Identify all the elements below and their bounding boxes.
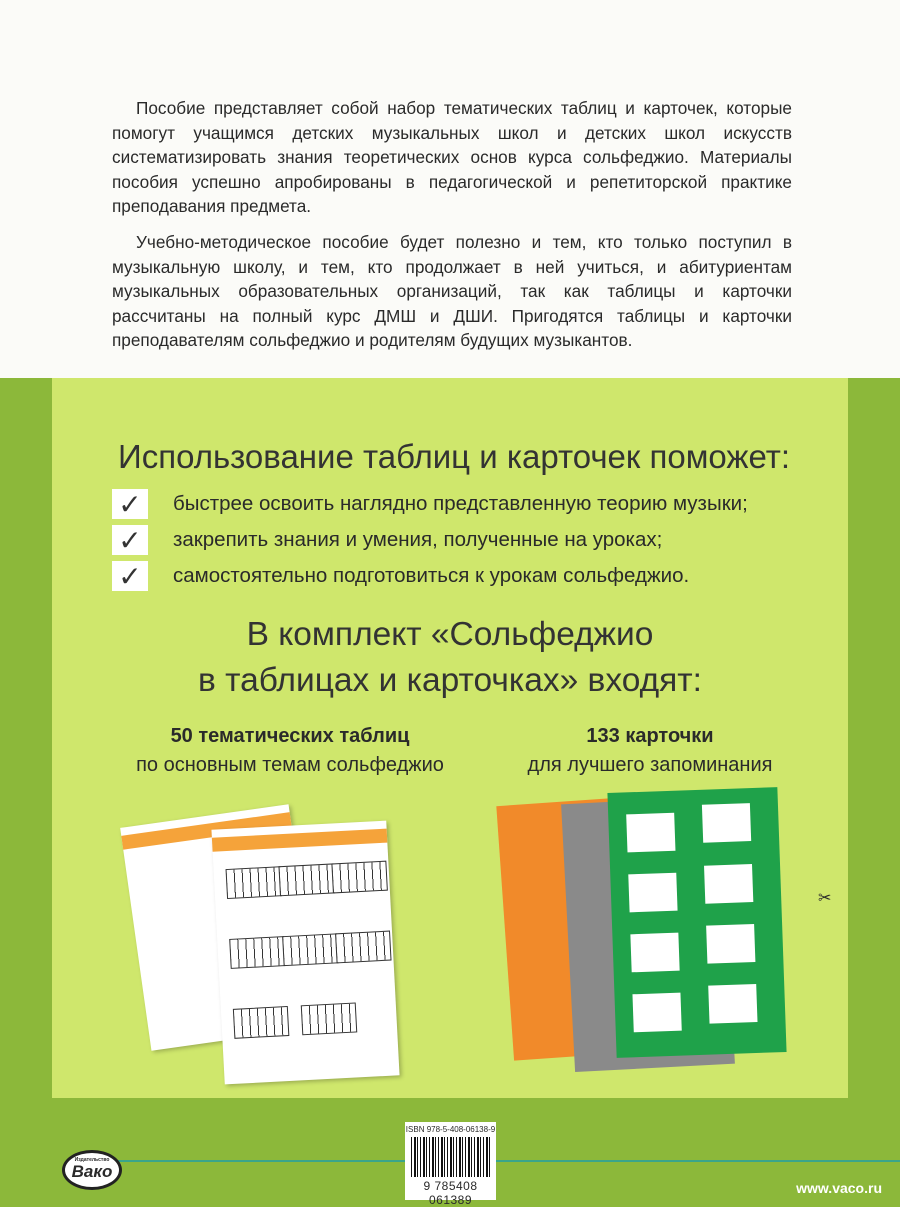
piano-keys-image xyxy=(331,861,387,894)
barcode-image xyxy=(411,1137,490,1177)
isbn-text: ISBN 978-5-408-06138-9 xyxy=(405,1125,496,1134)
kit-title-line-1: В комплект «Сольфеджио xyxy=(246,616,654,653)
piano-keys-image xyxy=(226,866,282,899)
checkmark-icon: ✓ xyxy=(112,525,148,555)
decorative-line xyxy=(100,1160,900,1162)
piano-keys-image xyxy=(233,1006,289,1039)
scissors-icon: ✂ xyxy=(818,890,832,907)
description-text xyxy=(112,96,792,364)
tables-column xyxy=(100,722,480,780)
checkmark-icon: ✓ xyxy=(112,489,148,519)
piano-keys-image xyxy=(282,933,338,966)
paragraph-2: Учебно-методическое пособие будет полезно и тем, кто только поступил в музыкальную школу, и тем, кто продолжает в ней учиться, и абитуриентам музыкальных образовательных организаций, так как таблицы и карточки рассчитаны на полный курс ДМШ и ДШИ. Пригодятся таблицы и карточки преподавателям сольфеджио и родителям будущих музыкантов. xyxy=(112,231,792,351)
table-sheet-front xyxy=(211,821,399,1085)
website-url[interactable]: www.vaco.ru xyxy=(796,1180,882,1196)
piano-keys-image xyxy=(301,1002,357,1035)
benefits-title: Использование таблиц и карточек поможет: xyxy=(118,438,791,475)
card-sheet-green xyxy=(607,787,786,1058)
publisher-logo xyxy=(62,1150,122,1190)
list-item: ✓ закрепить знания и умения, полученные на уроках; xyxy=(112,522,748,558)
barcode-number: 9 785408 061389 xyxy=(423,1179,478,1207)
list-item: ✓ самостоятельно подготовиться к урокам сольфеджио. xyxy=(112,558,748,594)
cards-column xyxy=(490,722,810,780)
benefits-list xyxy=(112,486,748,594)
piano-keys-image xyxy=(335,931,391,964)
kit-title-line-2: в таблицах и карточках» входят: xyxy=(198,662,702,699)
checkmark-icon: ✓ xyxy=(112,561,148,591)
piano-keys-image xyxy=(229,936,285,969)
cards-subtitle: для лучшего запоминания xyxy=(527,754,773,776)
publisher-label: Издательство xyxy=(74,1157,110,1163)
kit-title xyxy=(0,612,900,704)
barcode xyxy=(405,1122,496,1207)
paragraph-1: Пособие представляет собой набор тематических таблиц и карточек, которые помогут учащимся детских музыкальных школ и детских школ искусств систематизировать знания теоретических основ курса сольфеджио. Материалы пособия успешно апробированы в педагогической и репетиторской практике преподавания предмета. xyxy=(112,98,792,217)
tables-title: 50 тематических таблиц xyxy=(170,725,410,747)
publisher-name: Вако xyxy=(71,1162,113,1181)
cards-title: 133 карточки xyxy=(586,725,714,747)
list-item: ✓ быстрее освоить наглядно представленную теорию музыки; xyxy=(112,486,748,522)
tables-subtitle: по основным темам сольфеджио xyxy=(136,754,444,776)
piano-keys-image xyxy=(278,863,334,896)
